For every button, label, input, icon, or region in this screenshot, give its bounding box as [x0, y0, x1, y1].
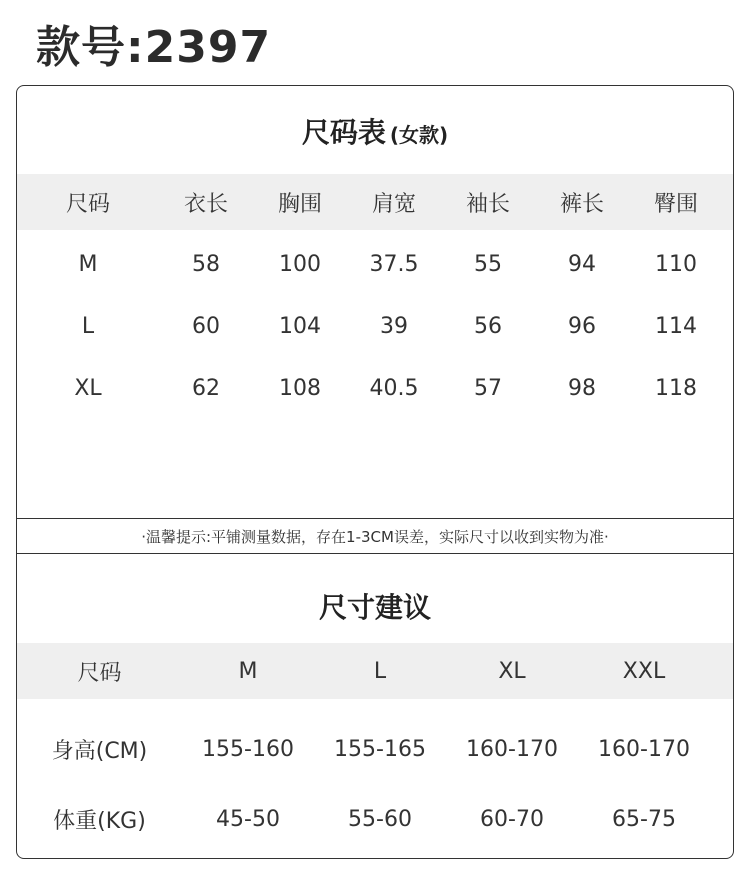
- header-cell: XL: [498, 658, 526, 684]
- table-cell: 110: [655, 251, 697, 277]
- table-row: [17, 718, 733, 780]
- table-cell: 65-75: [612, 806, 676, 832]
- header-cell: 肩宽: [371, 191, 416, 217]
- table-cell: 160-170: [466, 736, 558, 762]
- header-cell: 尺码: [65, 191, 110, 217]
- table-cell: 108: [279, 375, 321, 401]
- header-cell: L: [373, 658, 387, 684]
- size-chart-title: [17, 111, 733, 151]
- header-cell: 裤长: [559, 191, 604, 217]
- header-cell: 尺码: [77, 660, 122, 686]
- header-cell: 臀围: [653, 191, 698, 217]
- table-row: [17, 236, 733, 292]
- table-cell: 45-50: [216, 806, 280, 832]
- table-cell: 55-60: [348, 806, 412, 832]
- table-cell: 160-170: [598, 736, 690, 762]
- table-row: [17, 788, 733, 850]
- table-cell: L: [81, 313, 95, 339]
- measurement-notice: ·温馨提示:平铺测量数据，存在1-3CM误差，实际尺寸以收到实物为准·: [17, 518, 733, 554]
- table-cell: 60-70: [480, 806, 544, 832]
- header-cell: XXL: [622, 658, 666, 684]
- table-cell: 104: [279, 313, 321, 339]
- size-chart-subtitle: (女款): [389, 123, 449, 147]
- table-cell: 98: [568, 375, 596, 401]
- table-cell: 37.5: [369, 251, 419, 277]
- header-cell: 袖长: [465, 191, 510, 217]
- table-cell: M: [78, 251, 98, 277]
- table-row: [17, 360, 733, 416]
- header-cell: 胸围: [277, 191, 322, 217]
- table-cell: 57: [474, 375, 502, 401]
- header-cell: 衣长: [183, 191, 228, 217]
- table-cell: 100: [279, 251, 321, 277]
- table-cell: 60: [192, 313, 220, 339]
- table-cell: 39: [380, 313, 408, 339]
- table-cell: 155-165: [334, 736, 426, 762]
- table-cell: 身高(CM): [51, 738, 148, 764]
- table-cell: 体重(KG): [53, 808, 146, 834]
- table-cell: 62: [192, 375, 220, 401]
- table-cell: XL: [74, 375, 102, 401]
- table-cell: 55: [474, 251, 502, 277]
- table-cell: 56: [474, 313, 502, 339]
- table-cell: 96: [568, 313, 596, 339]
- table-cell: 40.5: [369, 375, 419, 401]
- suggestion-header-row: [17, 643, 733, 699]
- size-chart-title-text: 尺码表: [301, 116, 386, 149]
- model-number: 款号:2397: [36, 22, 272, 73]
- table-cell: 155-160: [202, 736, 294, 762]
- table-cell: 114: [655, 313, 697, 339]
- size-chart-header-row: [17, 174, 733, 230]
- table-cell: 94: [568, 251, 596, 277]
- table-cell: 58: [192, 251, 220, 277]
- table-row: [17, 298, 733, 354]
- table-cell: 118: [655, 375, 697, 401]
- header-cell: M: [238, 658, 258, 684]
- size-chart-card: [16, 85, 734, 859]
- size-suggestion-title: 尺寸建议: [318, 591, 431, 624]
